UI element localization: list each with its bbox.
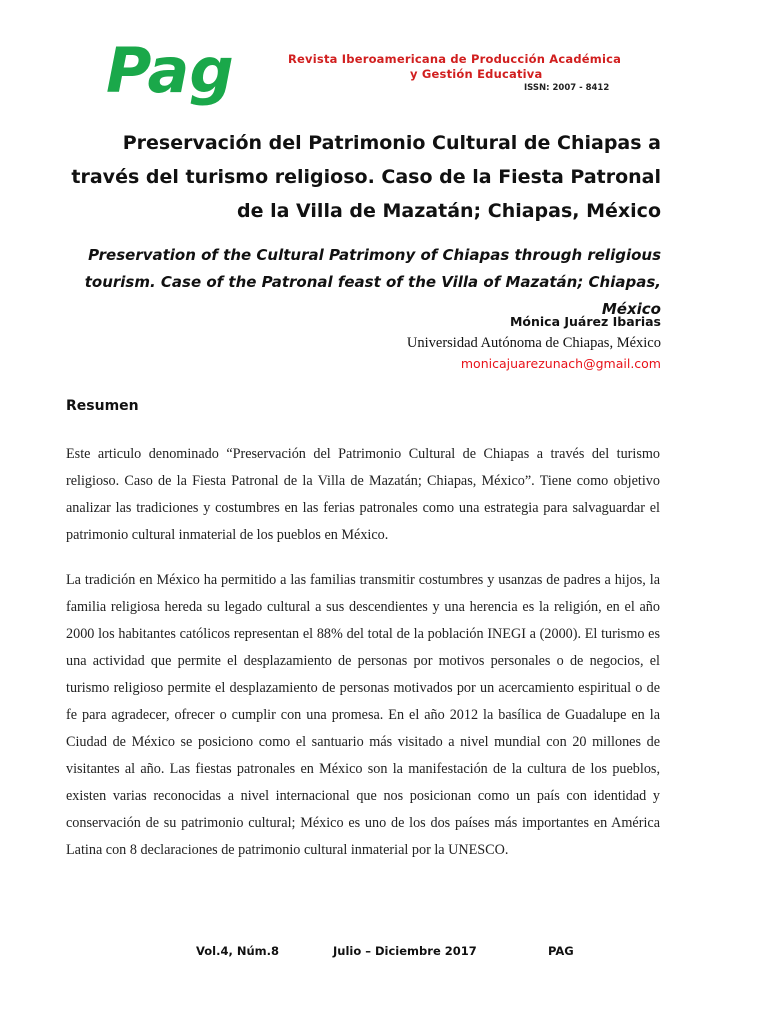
pag-logo-graphic: [104, 40, 254, 110]
footer-volume: Vol.4, Núm.8: [196, 944, 280, 958]
footer-date: Julio – Diciembre 2017: [333, 944, 477, 958]
article-title-english: Preservation of the Cultural Patrimony of Chiapas through religious tourism. Case of the Patronal feast of the Villa of Mazatán; Chiapas, México: [84, 246, 661, 318]
section-heading-resumen: Resumen: [66, 398, 139, 414]
abstract-paragraph-1: Este articulo denominado “Preservación del Patrimonio Cultural de Chiapas a través del turismo religioso. Caso de la Fiesta Patronal de la Villa de Mazatán; Chiapas, México”. Tiene como objetivo analizar las tradiciones y costumbres en las ferias patronales como una estrategia para salvaguardar el patrimonio cultural inmaterial de los pueblos en México.: [66, 446, 660, 543]
journal-title-line2: y Gestión Educativa: [410, 67, 543, 81]
pag-logo: [104, 40, 254, 110]
journal-title-line1: Revista Iberoamericana de Producción Académica: [288, 52, 622, 66]
author-affiliation: Universidad Autónoma de Chiapas, México: [406, 335, 661, 351]
journal-header: [0, 0, 768, 110]
author-name: Mónica Juárez Ibarias: [509, 314, 661, 329]
article-title-spanish: Preservación del Patrimonio Cultural de Chiapas a través del turismo religioso. Caso de la Fiesta Patronal de la Villa de Mazatán; Chiapas, México: [71, 132, 661, 222]
abstract-paragraph-2: La tradición en México ha permitido a las familias transmitir costumbres y usanzas de padres a hijos, la familia religiosa hereda su legado cultural a sus descendientes y una herencia es la religión, en el año 2000 los habitantes católicos representan el 88% del total de la población INEGI a (2000). El turismo es una actividad que permite el desplazamiento de personas por motivos personales o de negocios, el turismo religioso permite el desplazamiento de personas motivados por un acercamiento espiritual o de fe para agradecer, ofrecer o cumplir con una promesa. En el año 2012 la basílica de Guadalupe en la Ciudad de México se posiciono como el santuario más visitado a nivel mundial con 20 millones de visitantes al año. Las fiestas patronales en México son la manifestación de la cultura de los pueblos, existen varias reconocidas a nivel internacional que nos posicionan como un país con identidad y conservación de su patrimonio cultural; México es uno de los dos países más importantes en América Latina con 8 declaraciones de patrimonio cultural inmaterial por la UNESCO.: [66, 572, 660, 858]
footer-journal-abbrev: PAG: [548, 944, 574, 958]
issn-label: ISSN: 2007 - 8412: [524, 83, 610, 93]
author-email-link[interactable]: monicajuarezunach@gmail.com: [460, 356, 661, 371]
pag-logo-text: Pag: [106, 40, 234, 107]
page-footer: [0, 944, 768, 964]
